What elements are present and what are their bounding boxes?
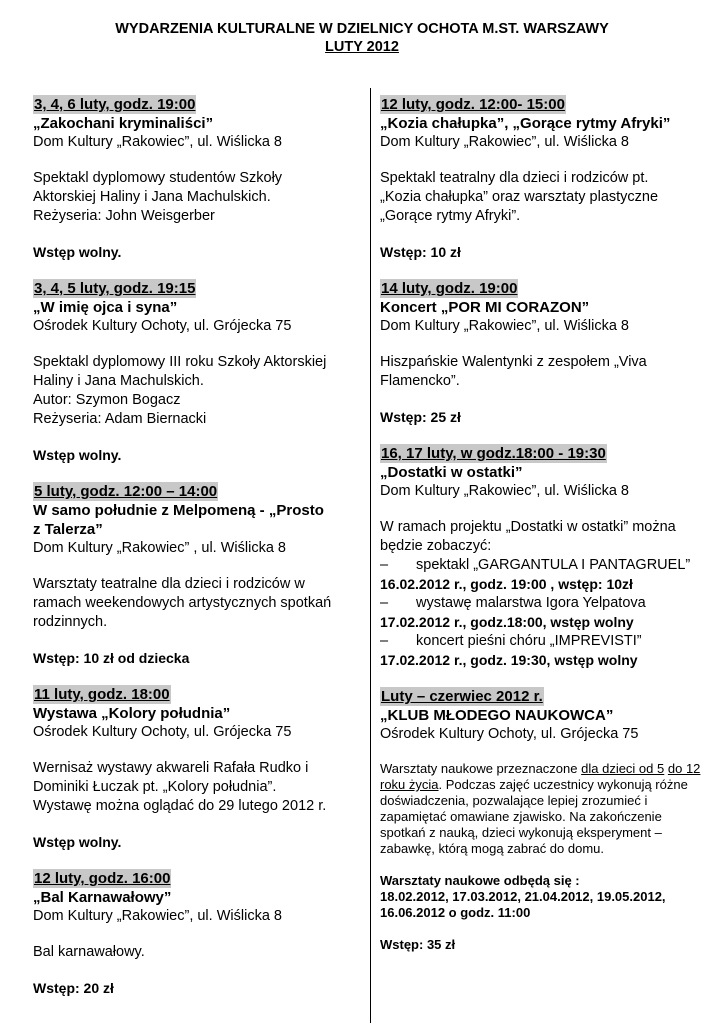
event-description xyxy=(33,169,363,226)
desc-line: będzie zobaczyć: xyxy=(380,538,492,554)
event-card xyxy=(33,95,363,262)
event-venue: Ośrodek Kultury Ochoty, ul. Grójecka 75 xyxy=(380,726,639,742)
event-venue: Ośrodek Kultury Ochoty, ul. Grójecka 75 xyxy=(33,318,292,334)
event-date: 11 luty, godz. 18:00 xyxy=(34,686,170,703)
desc-line: Spektakl dyplomowy studentów Szkoły xyxy=(33,170,283,186)
desc-line: ramach weekendowych artystycznych spotkań xyxy=(33,595,332,611)
desc-line: Reżyseria: John Weisgerber xyxy=(33,208,215,224)
event-fee: Wstęp wolny. xyxy=(33,244,122,260)
desc-line: „Gorące rytmy Afryki”. xyxy=(380,208,521,224)
event-description xyxy=(33,759,363,816)
event-description xyxy=(380,518,716,670)
event-date: 12 luty, godz. 12:00- 15:00 xyxy=(381,96,565,113)
desc-line: Warsztaty teatralne dla dzieci i rodziców w xyxy=(33,576,305,592)
event-venue: Dom Kultury „Rakowiec”, ul. Wiślicka 8 xyxy=(33,908,282,924)
desc-line: „Kozia chałupka” oraz warsztaty plastyczne xyxy=(380,189,659,205)
event-venue: Dom Kultury „Rakowiec”, ul. Wiślicka 8 xyxy=(33,134,282,150)
event-title: „KLUB MŁODEGO NAUKOWCA” xyxy=(380,707,614,724)
desc-line: Hiszpańskie Walentynki z zespołem „Viva xyxy=(380,354,647,370)
event-venue: Dom Kultury „Rakowiec”, ul. Wiślicka 8 xyxy=(380,134,629,150)
page-subtitle: LUTY 2012 xyxy=(325,39,399,55)
desc-line: Flamencko”. xyxy=(380,373,460,389)
item-text: wystawę malarstwa Igora Yelpatova xyxy=(416,595,646,611)
program-item xyxy=(380,632,716,651)
schedule-line: 18.02.2012, 17.03.2012, 21.04.2012, 19.05.2012, xyxy=(380,889,666,904)
event-title: „W imię ojca i syna” xyxy=(33,299,178,316)
page-title: WYDARZENIA KULTURALNE W DZIELNICY OCHOTA M.ST. WARSZAWY xyxy=(115,21,609,37)
event-card xyxy=(33,482,363,668)
left-column xyxy=(33,95,363,998)
desc-text: . Podczas zajęć uczestnicy wykonują różne doświadczenia, pozwalające lepiej zrozumieć i zapamiętać omawiane zjawisko. Na zakończenie spotkań z nauką, dzieci wykonują eksperyment – zabawkę, którą mogą zabrać do domu. xyxy=(380,777,688,856)
event-card xyxy=(380,95,716,262)
program-item-date: 17.02.2012 r., godz.18:00, wstęp wolny xyxy=(380,614,634,630)
event-date: 3, 4, 6 luty, godz. 19:00 xyxy=(34,96,196,113)
event-fee: Wstęp: 25 zł xyxy=(380,409,461,425)
event-date: 3, 4, 5 luty, godz. 19:15 xyxy=(34,280,196,297)
desc-line: Wystawę można oglądać do 29 lutego 2012 r. xyxy=(33,798,327,814)
title-line: W samo południe z Melpomeną - „Prosto xyxy=(33,502,324,519)
title-line: z Talerza” xyxy=(33,521,103,538)
event-card xyxy=(33,279,363,465)
event-date: 12 luty, godz. 16:00 xyxy=(34,870,171,887)
program-item-date: 17.02.2012 r., godz. 19:30, wstęp wolny xyxy=(380,652,638,668)
desc-line: rodzinnych. xyxy=(33,614,108,630)
event-description xyxy=(380,761,710,857)
event-title: Wystawa „Kolory południa” xyxy=(33,705,231,722)
event-description xyxy=(380,353,716,391)
schedule-line: Warsztaty naukowe odbędą się : xyxy=(380,873,580,888)
event-fee: Wstęp: 10 zł xyxy=(380,244,461,260)
desc-line: Spektakl teatralny dla dzieci i rodziców pt. xyxy=(380,170,649,186)
item-text: koncert pieśni chóru „IMPREVISTI” xyxy=(416,633,642,649)
desc-line: Reżyseria: Adam Biernacki xyxy=(33,411,207,427)
event-fee: Wstęp: 10 zł od dziecka xyxy=(33,650,190,666)
dash: – xyxy=(380,595,389,611)
event-card xyxy=(33,685,363,852)
event-description xyxy=(33,943,363,962)
event-venue: Ośrodek Kultury Ochoty, ul. Grójecka 75 xyxy=(33,724,292,740)
event-title xyxy=(33,501,363,539)
event-card xyxy=(33,869,363,998)
event-fee: Wstęp wolny. xyxy=(33,834,122,850)
right-column xyxy=(380,95,716,953)
program-item xyxy=(380,556,716,575)
event-title: „Zakochani kryminaliści” xyxy=(33,115,214,132)
event-date: 14 luty, godz. 19:00 xyxy=(381,280,518,297)
event-description xyxy=(380,169,716,226)
desc-line: Autor: Szymon Bogacz xyxy=(33,392,181,408)
desc-line: W ramach projektu „Dostatki w ostatki” można xyxy=(380,519,676,535)
event-date: Luty – czerwiec 2012 r. xyxy=(381,688,543,705)
page-header xyxy=(0,20,724,56)
desc-line: Haliny i Jana Machulskich. xyxy=(33,373,204,389)
event-title: Koncert „POR MI CORAZON” xyxy=(380,299,590,316)
event-card xyxy=(380,279,716,427)
event-card xyxy=(380,687,716,953)
column-divider xyxy=(370,88,371,1023)
desc-underlined: dla dzieci od 5 xyxy=(581,761,665,776)
event-title: „Dostatki w ostatki” xyxy=(380,464,523,481)
event-title: „Kozia chałupka”, „Gorące rytmy Afryki” xyxy=(380,115,671,132)
item-text: spektakl „GARGANTULA I PANTAGRUEL” xyxy=(416,557,691,573)
desc-underlined: do 12 roku życia xyxy=(380,761,701,792)
desc-line: Aktorskiej Haliny i Jana Machulskich. xyxy=(33,189,271,205)
event-fee: Wstęp wolny. xyxy=(33,447,122,463)
desc-line: Spektakl dyplomowy III roku Szkoły Aktorskiej xyxy=(33,354,327,370)
event-description xyxy=(33,353,363,429)
event-card xyxy=(380,444,716,670)
desc-text: Warsztaty naukowe przeznaczone xyxy=(380,761,582,776)
event-schedule xyxy=(380,873,716,921)
event-venue: Dom Kultury „Rakowiec” , ul. Wiślicka 8 xyxy=(33,540,286,556)
event-fee: Wstęp: 20 zł xyxy=(33,980,114,996)
program-item-date: 16.02.2012 r., godz. 19:00 , wstęp: 10zł xyxy=(380,576,633,592)
desc-line: Bal karnawałowy. xyxy=(33,944,145,960)
program-item xyxy=(380,594,716,613)
event-date: 5 luty, godz. 12:00 – 14:00 xyxy=(34,483,218,500)
desc-line: Dominiki Łuczak pt. „Kolory południa”. xyxy=(33,779,277,795)
event-fee: Wstęp: 35 zł xyxy=(380,937,456,952)
schedule-line: 16.06.2012 o godz. 11:00 xyxy=(380,905,531,920)
event-title: „Bal Karnawałowy” xyxy=(33,889,172,906)
dash: – xyxy=(380,633,389,649)
desc-line: Wernisaż wystawy akwareli Rafała Rudko i xyxy=(33,760,309,776)
event-venue: Dom Kultury „Rakowiec”, ul. Wiślicka 8 xyxy=(380,483,629,499)
event-description xyxy=(33,575,363,632)
event-date: 16, 17 luty, w godz.18:00 - 19:30 xyxy=(381,445,606,462)
dash: – xyxy=(380,557,389,573)
event-venue: Dom Kultury „Rakowiec”, ul. Wiślicka 8 xyxy=(380,318,629,334)
